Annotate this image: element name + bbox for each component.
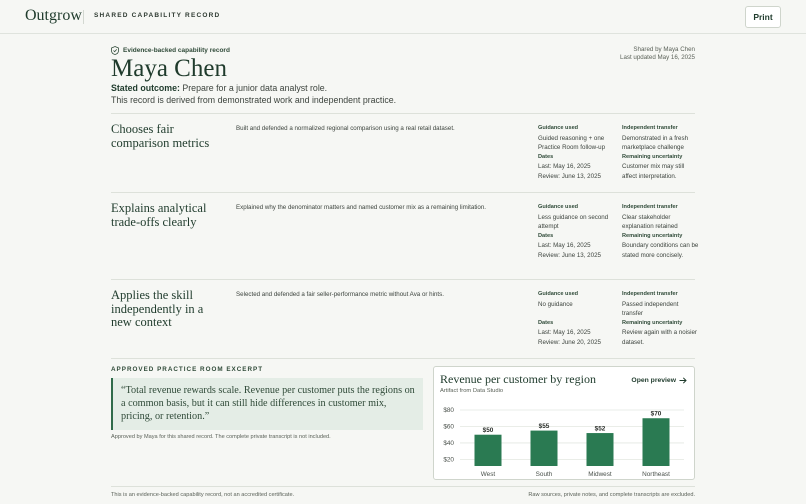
uncertainty-value: Boundary conditions can be stated more concisely. bbox=[622, 242, 699, 259]
uncertainty-value: Customer mix may still affect interpretation. bbox=[622, 163, 685, 180]
bar-chart bbox=[434, 403, 696, 479]
capability-row bbox=[111, 113, 695, 192]
y-tick-label: $60 bbox=[443, 423, 454, 431]
outcome-label: Stated outcome: bbox=[111, 83, 180, 93]
capability-description: Built and defended a normalized regional comparison using a real retail dataset. bbox=[236, 125, 455, 132]
transfer-label: Independent transfer bbox=[622, 125, 678, 131]
dates-label: Dates bbox=[538, 232, 554, 239]
x-tick-label: Midwest bbox=[588, 471, 612, 478]
uncertainty-label: Remaining uncertainty bbox=[622, 319, 683, 326]
approved-note: Approved by Maya for this shared record. The complete private transcript is not included. bbox=[111, 434, 331, 440]
y-tick-label: $40 bbox=[443, 439, 454, 447]
open-preview-link[interactable] bbox=[631, 377, 687, 384]
last-date: Last: May 16, 2025 bbox=[538, 163, 591, 171]
shield-check-icon bbox=[111, 46, 119, 55]
excerpt-quote bbox=[111, 378, 423, 430]
guidance-dates bbox=[538, 124, 616, 182]
bar bbox=[475, 435, 502, 466]
guidance-dates bbox=[538, 203, 616, 261]
guidance-value: No guidance bbox=[538, 300, 573, 308]
footer-disclaimer: This is an evidence-backed capability record, not an accredited certificate. bbox=[111, 492, 295, 498]
divider bbox=[83, 10, 84, 24]
top-bar bbox=[0, 0, 806, 34]
uncertainty-value: Review again with a noisier dataset. bbox=[622, 329, 697, 346]
data-label: $52 bbox=[594, 425, 606, 433]
bar bbox=[531, 431, 558, 466]
transfer-label: Independent transfer bbox=[622, 291, 678, 297]
logo[interactable]: Outgrow bbox=[25, 7, 82, 24]
chart-title: Revenue per customer by region bbox=[440, 372, 596, 386]
capability-description: Explained why the denominator matters and named customer mix as a remaining limitation. bbox=[236, 204, 487, 211]
last-updated: Last updated May 16, 2025 bbox=[620, 54, 695, 61]
open-preview-label: Open preview bbox=[631, 377, 676, 384]
outcome-text: Prepare for a junior data analyst role. bbox=[182, 83, 328, 93]
last-date: Last: May 16, 2025 bbox=[538, 329, 591, 337]
page-title: Maya Chen bbox=[111, 55, 227, 82]
dates-label: Dates bbox=[538, 319, 554, 326]
transfer-uncertainty bbox=[622, 290, 700, 348]
dates-label: Dates bbox=[538, 153, 554, 160]
artifact-card bbox=[433, 366, 695, 480]
data-label: $55 bbox=[538, 423, 550, 431]
divider bbox=[111, 358, 695, 359]
y-tick-label: $80 bbox=[443, 407, 454, 414]
transfer-value: Clear stakeholder explanation retained bbox=[622, 213, 678, 231]
guidance-label: Guidance used bbox=[538, 204, 579, 210]
capability-row bbox=[111, 192, 699, 279]
derived-note: This record is derived from demonstrated work and independent practice. bbox=[111, 95, 397, 105]
transfer-value: Demonstrated in a fresh marketplace challenge bbox=[622, 134, 689, 152]
transfer-uncertainty bbox=[622, 203, 700, 261]
excerpt-label: APPROVED PRACTICE ROOM EXCERPT bbox=[111, 366, 264, 373]
evidence-label: Evidence-backed capability record bbox=[123, 47, 230, 54]
bar bbox=[643, 418, 670, 466]
capability-description: Selected and defended a fair seller-performance metric without Ava or hints. bbox=[236, 291, 444, 298]
bar bbox=[587, 433, 614, 466]
guidance-label: Guidance used bbox=[538, 125, 579, 131]
arrow-right-icon bbox=[679, 377, 687, 384]
capability-title: Applies the skill independently in a new context bbox=[111, 288, 204, 329]
data-label: $50 bbox=[482, 427, 494, 435]
review-date: Review: June 13, 2025 bbox=[538, 172, 601, 180]
guidance-label: Guidance used bbox=[538, 291, 579, 297]
evidence-badge bbox=[111, 46, 230, 55]
x-tick-label: Northeast bbox=[642, 471, 670, 478]
last-date: Last: May 16, 2025 bbox=[538, 242, 591, 250]
transfer-value: Passed independent transfer bbox=[622, 300, 679, 318]
guidance-value: Less guidance on second attempt bbox=[538, 213, 609, 231]
transfer-label: Independent transfer bbox=[622, 204, 678, 210]
stated-outcome bbox=[111, 83, 327, 93]
capability-row bbox=[111, 279, 695, 358]
section-label: SHARED CAPABILITY RECORD bbox=[94, 12, 221, 19]
shared-by: Shared by Maya Chen bbox=[633, 46, 695, 53]
quote-text: “Total revenue rewards scale. Revenue per customer puts the regions on a common basis, but it can still hide differences in customer mix, pricing, or retention.” bbox=[121, 385, 415, 422]
review-date: Review: June 13, 2025 bbox=[538, 251, 601, 259]
guidance-dates bbox=[538, 290, 616, 348]
guidance-value: Guided reasoning + one Practice Room follow-up bbox=[538, 134, 606, 152]
review-date: Review: June 20, 2025 bbox=[538, 338, 601, 346]
print-button[interactable]: Print bbox=[745, 6, 781, 28]
data-label: $70 bbox=[650, 410, 662, 418]
transfer-uncertainty bbox=[622, 124, 700, 182]
footer-exclusions: Raw sources, private notes, and complete transcripts are excluded. bbox=[528, 492, 695, 498]
x-tick-label: South bbox=[535, 471, 553, 478]
x-tick-label: West bbox=[480, 471, 496, 478]
uncertainty-label: Remaining uncertainty bbox=[622, 232, 683, 239]
capability-title: Explains analytical trade-offs clearly bbox=[111, 201, 207, 229]
chart-subtitle: Artifact from Data Studio bbox=[440, 388, 504, 394]
capability-title: Chooses fair comparison metrics bbox=[111, 122, 210, 150]
footer-divider bbox=[111, 486, 695, 487]
share-info bbox=[620, 46, 695, 62]
y-tick-label: $20 bbox=[443, 456, 454, 464]
uncertainty-label: Remaining uncertainty bbox=[622, 153, 683, 160]
